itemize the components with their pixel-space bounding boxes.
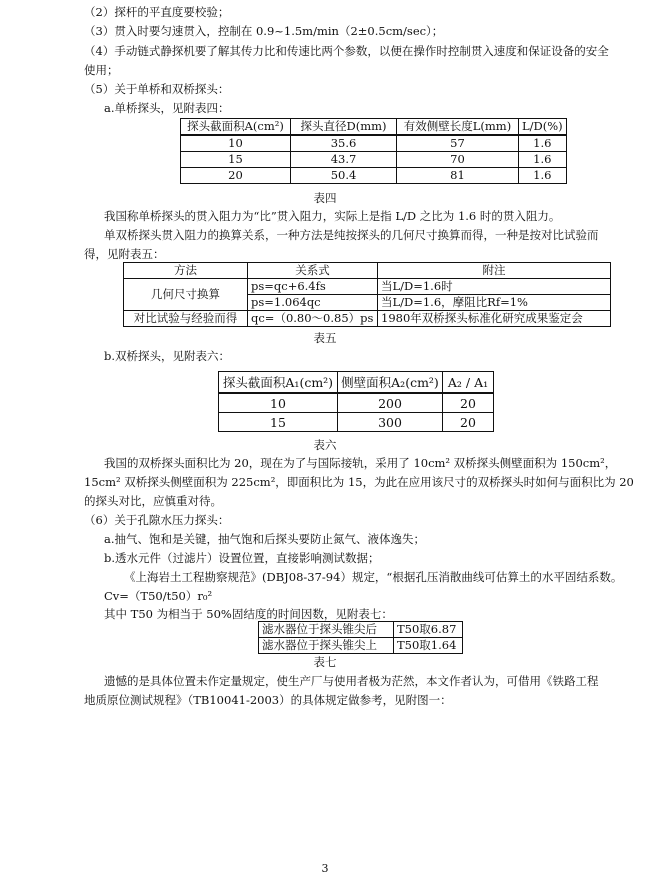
table-cell: 20 [181,168,291,184]
table-cell: 对比试验与经验而得 [124,311,248,327]
table-header-cell: 有效侧壁长度L(mm) [397,119,519,136]
table-cell: 81 [397,168,519,184]
item-6-heading: （6）关于孔隙水压力探头： [84,513,230,527]
table-cell: 43.7 [291,152,397,168]
table-header-cell: 附注 [378,263,611,279]
table-row [124,279,611,295]
table-cell: 1980年双桥探头标准化研究成果鉴定会 [378,311,611,327]
table-header-cell: 侧壁面积A₂(cm²) [338,372,443,394]
table-cell: 1.6 [519,168,567,184]
table-cell: 1.6 [519,135,567,152]
conversion-note: 单双桥探头贯入阻力的换算关系，一种方法是纯按探头的几何尺寸换算而得，一种是按对比试验而 [104,228,599,242]
area-ratio-note: 我国的双桥探头面积比为 20，现在为了与国际接轨，采用了 10cm² 双桥探头侧壁面积为 150cm²， [104,456,617,470]
table-4-caption: 表四 [313,191,337,205]
table-cell: 当L/D=1.6时 [378,279,611,295]
table-cell: 200 [338,393,443,413]
table-header-cell: 关系式 [248,263,378,279]
table-header-row [124,263,611,279]
table-cell: 几何尺寸换算 [124,279,248,311]
table-cell: 20 [443,393,494,413]
table-4 [180,118,567,184]
table-cell: qc=（0.80～0.85）ps [248,311,378,327]
conversion-note-cont: 得，见附表五： [84,247,165,261]
table-5-caption: 表五 [313,331,337,345]
item-4-text-cont: 使用； [84,63,119,77]
table-header-cell: 探头直径D(mm) [291,119,397,136]
single-bridge-note: 我国称单桥探头的贯入阻力为“比”贯入阻力，实际上是指 L/D 之比为 1.6 时的贯入阻力。 [104,209,561,223]
cv-formula: Cv=（T50/t50）r₀² [104,589,213,603]
closing-note: 遗憾的是具体位置未作定量规定，使生产厂与使用者极为茫然，本文作者认为，可借用《铁路工程 [104,674,599,688]
table-7-caption: 表七 [313,655,337,669]
table-cell: 15 [181,152,291,168]
table-header-cell: 方法 [124,263,248,279]
table-cell: 35.6 [291,135,397,152]
table-6 [218,371,494,432]
table-cell: 当L/D=1.6，摩阻比Rf=1% [378,295,611,311]
table-row [181,135,567,152]
shanghai-code-quote: 《上海岩土工程勘察规范》(DBJ08-37-94）规定，“根据孔压消散曲线可估算土的水平固结系数。 [124,570,623,584]
table-cell: 10 [219,393,338,413]
table-cell: ps=qc+6.4fs [248,279,378,295]
table-7 [258,621,463,654]
area-ratio-note-end: 的探头对比，应慎重对待。 [84,494,222,508]
table-cell: 300 [338,413,443,432]
table-cell: 10 [181,135,291,152]
area-ratio-note-cont: 15cm² 双桥探头侧壁面积为 225cm²，即面积比为 15，为此在应用该尺寸的双桥探头时如何与面积比为 20 [84,475,634,489]
closing-note-cont: 地质原位测试规程》（TB10041-2003）的具体规定做参考，见附图一： [84,693,452,707]
table-cell: T50取6.87 [394,622,463,638]
table-cell: T50取1.64 [394,638,463,654]
table-cell: 57 [397,135,519,152]
table-row [219,413,494,432]
table-cell: 15 [219,413,338,432]
single-bridge-heading: a.单桥探头，见附表四： [104,101,230,115]
table-row [259,622,463,638]
table-header-row [181,119,567,136]
table-row [124,311,611,327]
table-row [259,638,463,654]
table-cell: 1.6 [519,152,567,168]
table-header-row [219,372,494,394]
table-row [181,168,567,184]
t50-note: 其中 T50 为相当于 50%固结度的时间因数，见附表七： [104,607,393,621]
table-5 [123,262,611,327]
item-4-text: （4）手动链式静探机要了解其传力比和传速比两个参数，以便在操作时控制贯入速度和保证设备的安全 [84,44,609,58]
table-cell: 滤水器位于探头锥尖上 [259,638,394,654]
table-6-caption: 表六 [313,438,337,452]
table-row [219,393,494,413]
table-header-cell: L/D(%) [519,119,567,136]
table-header-cell: A₂ / A₁ [443,372,494,394]
table-cell: 50.4 [291,168,397,184]
page-number: 3 [321,862,329,875]
table-header-cell: 探头截面积A₁(cm²) [219,372,338,394]
pore-pressure-item-b: b.透水元件（过滤片）设置位置，直接影响测试数据； [104,551,380,565]
table-cell: 滤水器位于探头锥尖后 [259,622,394,638]
item-5-heading: （5）关于单桥和双桥探头： [84,82,230,96]
double-bridge-heading: b.双桥探头，见附表六： [104,349,231,363]
table-cell: 20 [443,413,494,432]
pore-pressure-item-a: a.抽气、饱和是关键，抽气饱和后探头要防止氮气、液体逸失； [104,532,426,546]
table-row [181,152,567,168]
table-cell: 70 [397,152,519,168]
table-header-cell: 探头截面积A(cm²) [181,119,291,136]
item-3-text: （3）贯入时要匀速贯入，控制在 0.9~1.5m/min（2±0.5cm/sec）； [84,24,444,38]
table-cell: ps=1.064qc [248,295,378,311]
item-2-text: （2）探杆的平直度要校验； [84,5,230,19]
